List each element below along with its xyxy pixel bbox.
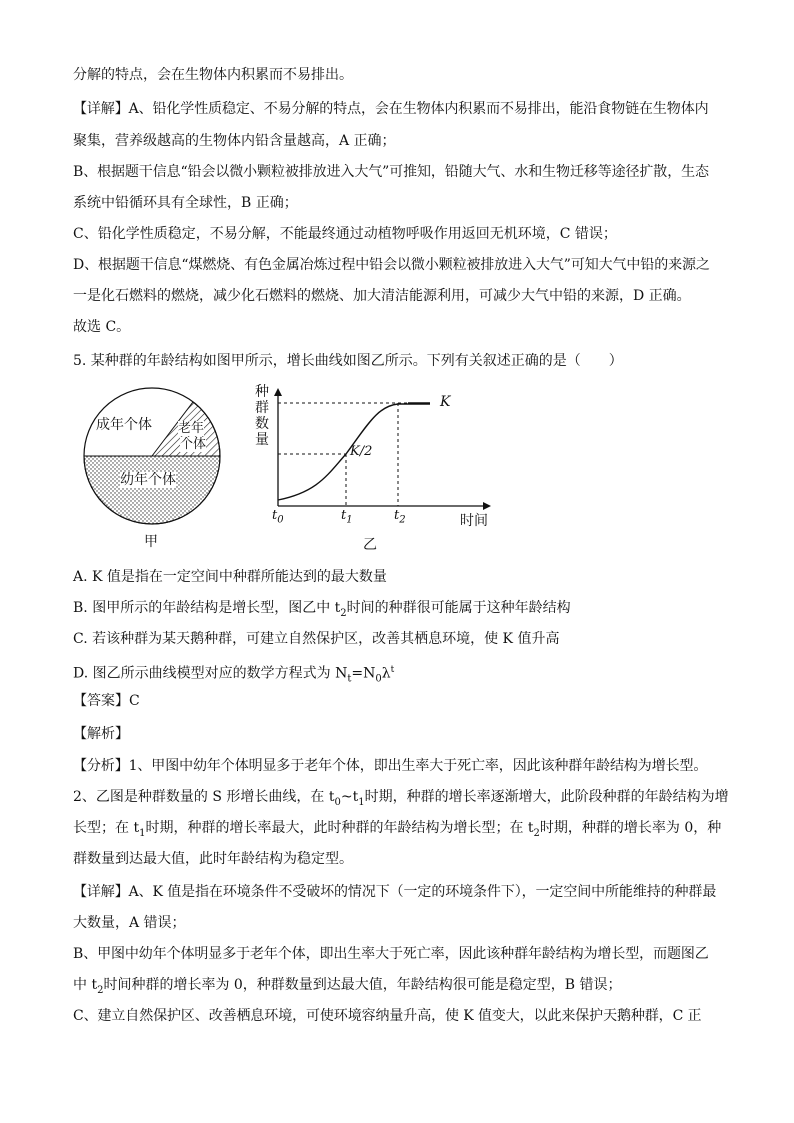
option-d-mid: =N <box>351 665 376 682</box>
pie-label-old-1: 老年 <box>178 421 205 436</box>
curve-t1-text: t <box>341 508 347 523</box>
option-a: A. K 值是指在一定空间中种群所能达到的最大数量 <box>73 569 387 585</box>
option-b-post: 时间的种群很可能属于这种年龄结构 <box>346 600 571 616</box>
option-d-sub1: t <box>347 673 352 685</box>
analysis-line-8-b: 时间种群的增长率为 0，种群数量到达最大值，年龄结构很可能是稳定型，B 错误； <box>103 977 622 993</box>
text-line: 故选 C。 <box>73 319 131 335</box>
option-d-sup: t <box>390 665 395 675</box>
curve-t0-text: t <box>272 508 278 523</box>
option-c: C. 若该种群为某天鹅种群，可建立自然保护区，改善其栖息环境，使 K 值升高 <box>73 631 560 647</box>
text-line: 系统中铅循环具有全球性，B 正确； <box>73 195 298 211</box>
question-figure <box>78 384 508 554</box>
analysis-line-2 <box>73 788 729 812</box>
curve-xlabel: 时间 <box>460 513 488 529</box>
text-line: D、根据题干信息“煤燃烧、有色金属冶炼过程中铅会以微小颗粒被排放进入大气”可知大气中铅的来源之 <box>73 257 710 273</box>
option-b-sub: 2 <box>340 607 347 619</box>
analysis-line-2-b: ~t <box>340 789 359 805</box>
analysis-line-3 <box>73 819 721 843</box>
text-line: 分解的特点，会在生物体内积累而不易排出。 <box>73 67 353 83</box>
age-pie <box>84 388 220 524</box>
analysis-line-3-a: 长型；在 t <box>73 820 140 836</box>
curve-caption: 乙 <box>363 537 377 553</box>
curve-t1-label <box>341 508 353 526</box>
analysis-line-8 <box>73 976 622 1000</box>
curve-t2-label <box>394 508 406 526</box>
text-line: B、根据题干信息“铅会以微小颗粒被排放进入大气”可推知，铅随大气、水和生物迁移等途径扩散，生态 <box>73 164 709 180</box>
curve-ylabel-2: 群 <box>255 400 269 416</box>
text-line: 聚集，营养级越高的生物体内铅含量越高，A 正确； <box>73 133 396 149</box>
curve-t0-sub: 0 <box>277 514 284 526</box>
analysis-line-2-s2: 1 <box>358 796 365 808</box>
analysis-line-2-s1: 0 <box>334 796 341 808</box>
growth-curve <box>274 388 491 510</box>
text-line: C、铅化学性质稳定，不易分解，不能最终通过动植物呼吸作用返回无机环境，C 错误； <box>73 226 617 242</box>
curve-t1-sub: 1 <box>346 514 353 526</box>
curve-k-half-label: K/2 <box>350 444 373 459</box>
analysis-line-9: C、建立自然保护区、改善栖息环境，可使环境容纳量升高，使 K 值变大，以此来保护天鹅种群，C 正 <box>73 1008 702 1024</box>
analysis-title: 【解析】 <box>73 726 129 742</box>
option-b <box>73 599 571 623</box>
pie-label-old-2: 个体 <box>180 437 207 452</box>
curve-k-label: K <box>440 394 451 410</box>
question-stem: 5. 某种群的年龄结构如图甲所示，增长曲线如图乙所示。下列有关叙述正确的是（ ） <box>73 353 623 369</box>
analysis-line-8-s: 2 <box>97 984 104 996</box>
pie-label-adult: 成年个体 <box>96 417 152 433</box>
curve-t2-text: t <box>394 508 400 523</box>
option-b-pre: B. 图甲所示的年龄结构是增长型，图乙中 t <box>73 600 341 616</box>
analysis-line-8-a: 中 t <box>73 977 98 993</box>
text-line: 一是化石燃料的燃烧，减少化石燃料的燃烧、加大清洁能源利用，可减少大气中铅的来源，D 正确。 <box>73 288 691 304</box>
analysis-line-2-a: 2、乙图是种群数量的 S 形增长曲线，在 t <box>73 789 335 805</box>
option-d-post: λ <box>381 665 391 682</box>
option-d-pre: D. 图乙所示曲线模型对应的数学方程式为 N <box>73 665 348 682</box>
analysis-line-3-b: 时期，种群的增长率最大，此时种群的年龄结构为增长型；在 t <box>145 820 534 836</box>
analysis-line-3-c: 时期，种群的增长率为 0，种 <box>539 820 722 836</box>
pie-label-young: 幼年个体 <box>120 472 176 488</box>
text-line: 【详解】A、铅化学性质稳定、不易分解的特点，会在生物体内积累而不易排出，能沿食物链在生物体内 <box>73 101 709 117</box>
curve-t2-sub: 2 <box>399 514 406 526</box>
option-d <box>73 661 394 688</box>
curve-ylabel-3: 数 <box>255 416 269 432</box>
analysis-line-7: B、甲图中幼年个体明显多于老年个体，即出生率大于死亡率，因此该种群年龄结构为增长型，而题图乙 <box>73 946 709 962</box>
answer-line: 【答案】C <box>73 693 140 709</box>
pie-caption: 甲 <box>144 534 158 550</box>
curve-ylabel-1: 种 <box>255 384 269 400</box>
analysis-line-2-c: 时期，种群的增长率逐渐增大，此阶段种群的年龄结构为增 <box>364 789 729 805</box>
analysis-line-6: 大数量，A 错误； <box>73 915 186 931</box>
curve-t0-label <box>272 508 284 526</box>
analysis-line-1: 【分析】1、甲图中幼年个体明显多于老年个体，即出生率大于死亡率，因此该种群年龄结构为增长型。 <box>73 758 708 774</box>
analysis-line-3-s1: 1 <box>139 827 146 839</box>
analysis-line-5: 【详解】A、K 值是指在环境条件不受破坏的情况下（一定的环境条件下），一定空间中所能维持的种群最 <box>73 884 717 900</box>
option-d-sub2: 0 <box>375 673 382 685</box>
analysis-line-3-s2: 2 <box>533 827 540 839</box>
curve-ylabel-4: 量 <box>255 432 269 448</box>
analysis-line-4: 群数量到达最大值，此时年龄结构为稳定型。 <box>73 851 353 867</box>
